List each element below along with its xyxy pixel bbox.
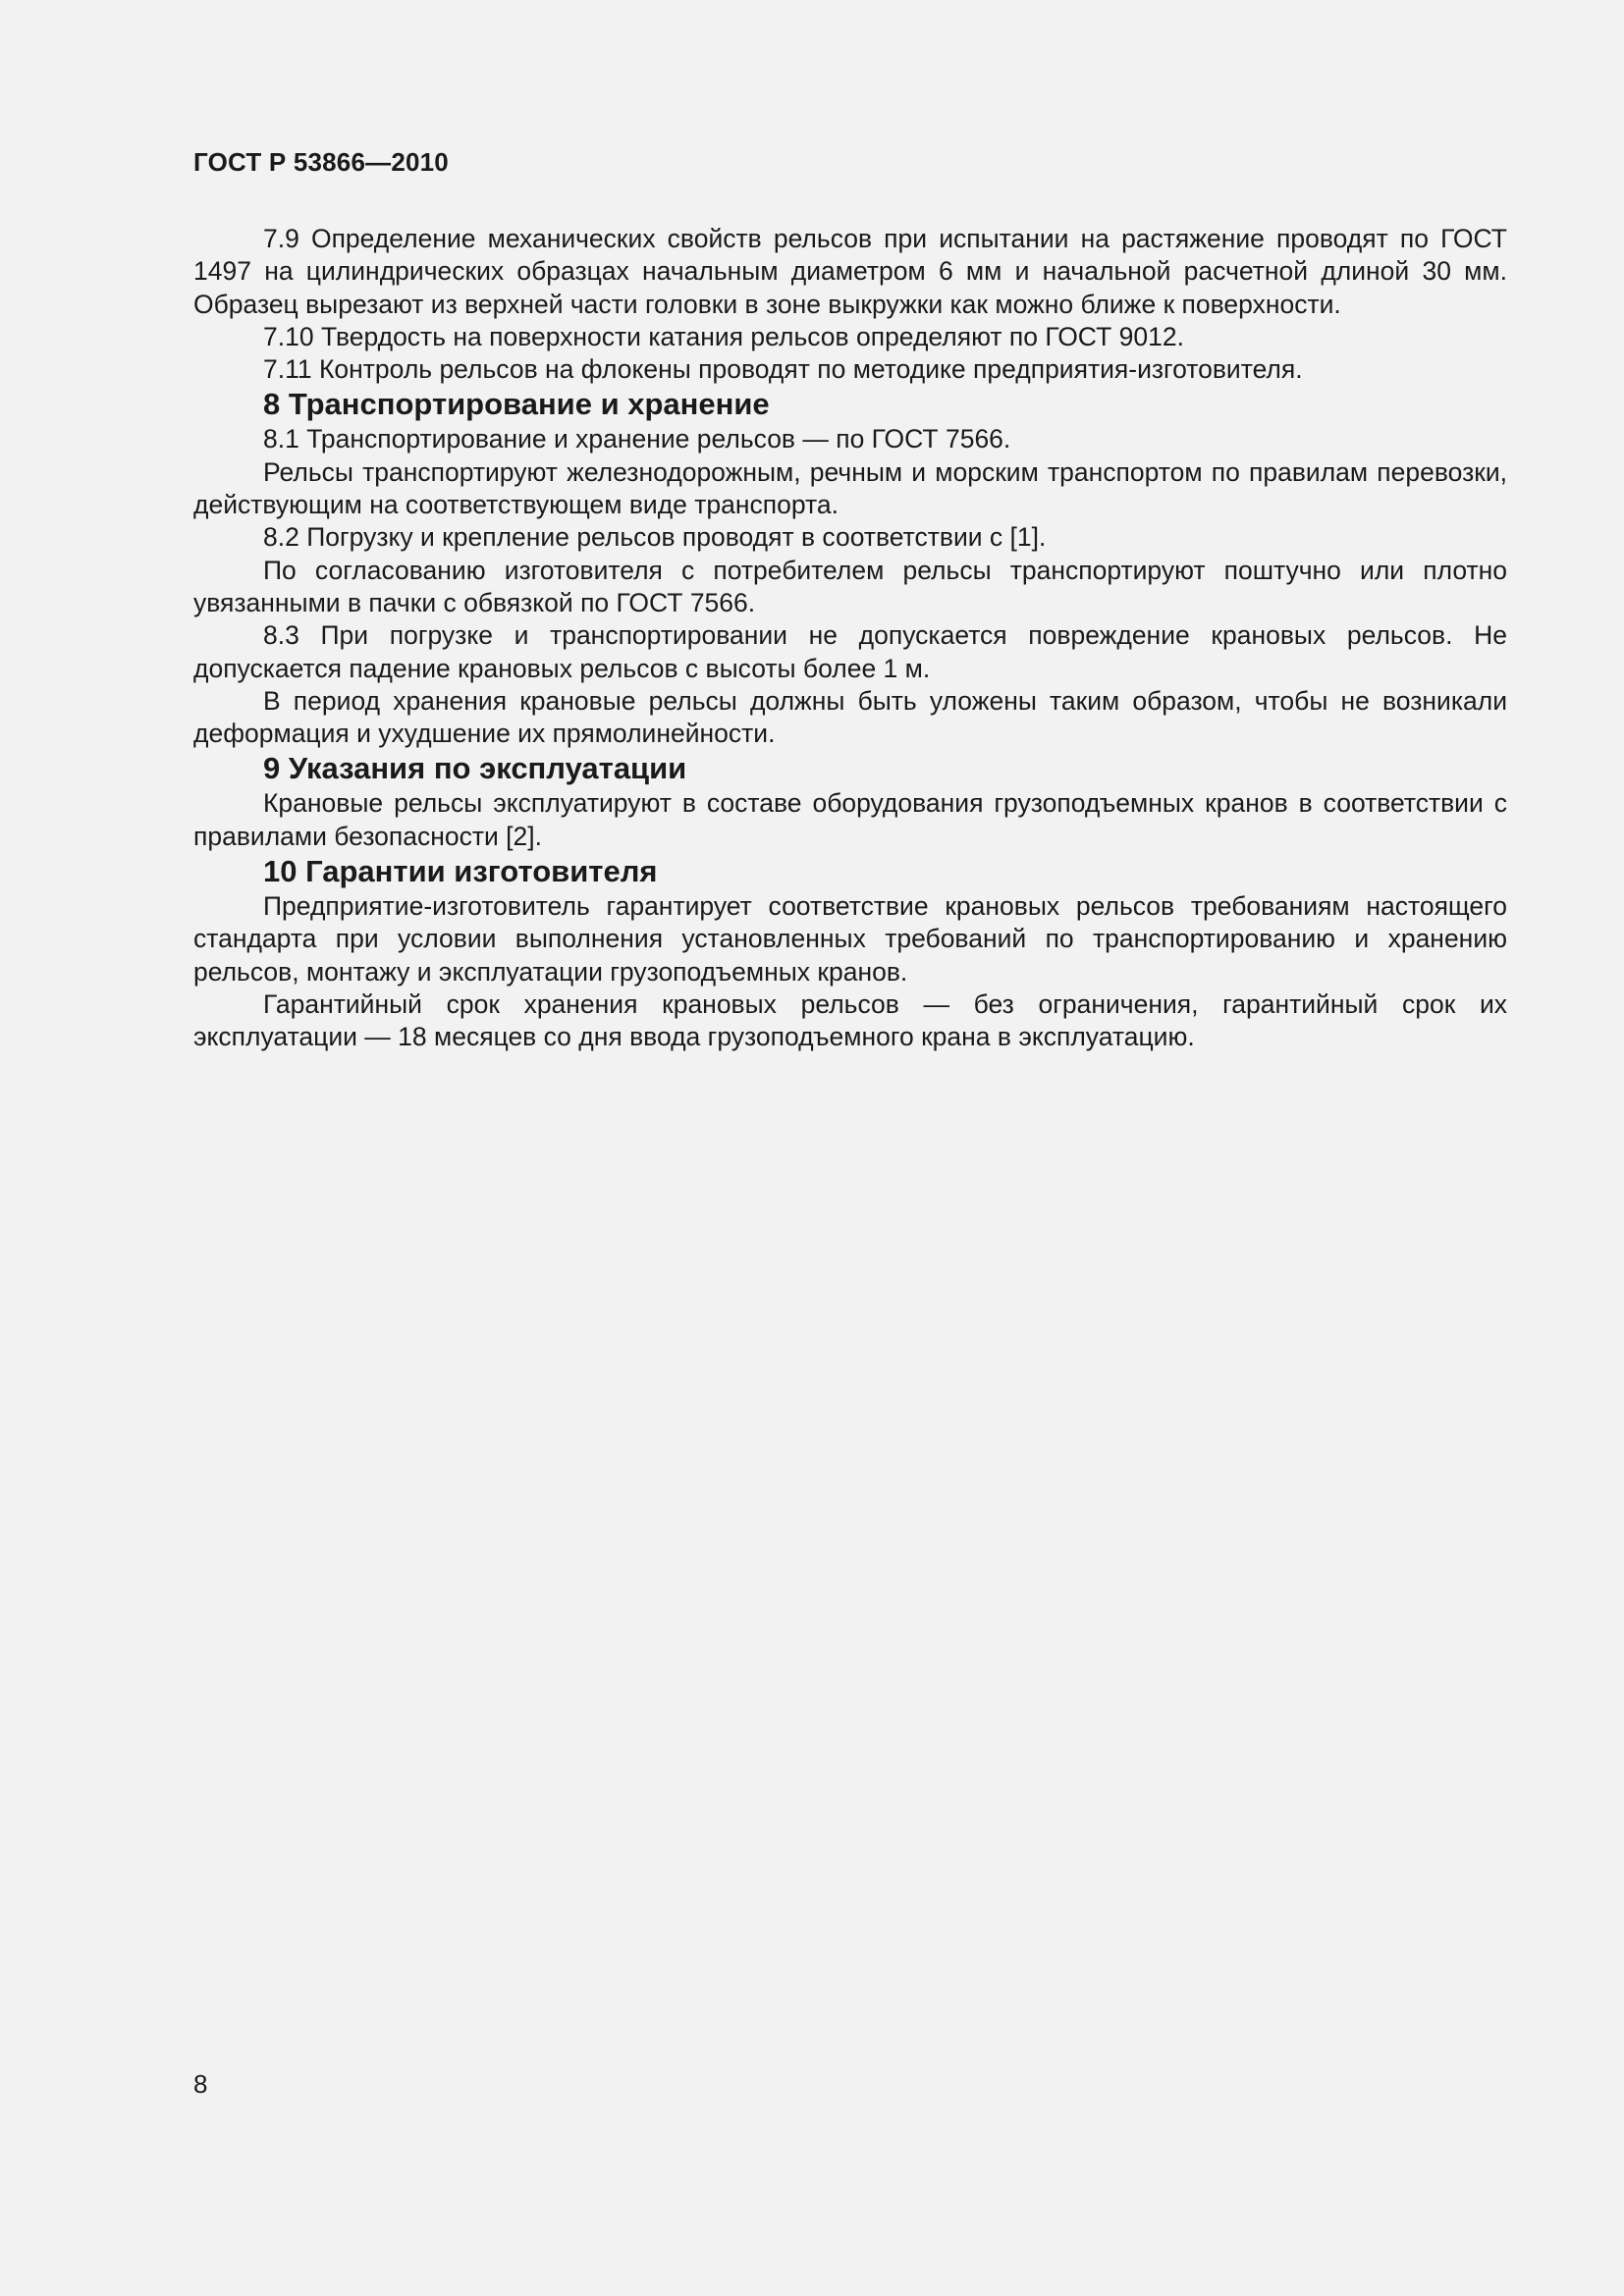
clause-8-1: 8.1 Транспортирование и хранение рельсов — по ГОСТ 7566. <box>263 424 1011 454</box>
document-body <box>193 223 1507 1054</box>
clause-8-2-text: По согласованию изготовителя с потребителем рельсы транспортируют поштучно или плотно увязанными в пачки с обвязкой по ГОСТ 7566. <box>193 555 1507 617</box>
section-10-heading: 10 Гарантии изготовителя <box>263 854 658 889</box>
clause-10-text-1: Предприятие-изготовитель гарантирует соответствие крановых рельсов требованиям настоящего стандарта при условии выполнения установленных требований по транспортированию и хранению рельсов, монтажу и эксплуатации грузоподъемных кранов. <box>193 891 1507 987</box>
clause-7-11: 7.11 Контроль рельсов на флокены проводят по методике предприятия-изготовителя. <box>263 354 1303 385</box>
clause-7-9: 7.9 Определение механических свойств рельсов при испытании на растяжение проводят по ГОСТ 1497 на цилиндрических образцах начальным диаметром 6 мм и начальной расчетной длиной 30 мм. Образец вырезают из верхней части головки в зоне выкружки как можно ближе к поверхности. <box>193 224 1507 319</box>
clause-9-text: Крановые рельсы эксплуатируют в составе оборудования грузоподъемных кранов в соответствии с правилами безопасности [2]. <box>193 788 1507 851</box>
document-header: ГОСТ Р 53866—2010 <box>193 147 449 177</box>
clause-8-3: 8.3 При погрузке и транспортировании не допускается повреждение крановых рельсов. Не допускается падение крановых рельсов с высоты более 1 м. <box>193 620 1507 683</box>
section-7-continuation <box>193 223 1507 386</box>
clause-10-text-2: Гарантийный срок хранения крановых рельсов — без ограничения, гарантийный срок их эксплуатации — 18 месяцев со дня ввода грузоподъемного крана в эксплуатацию. <box>193 988 1507 1052</box>
section-9-heading: 9 Указания по эксплуатации <box>263 751 687 786</box>
clause-8-3-text: В период хранения крановые рельсы должны быть уложены таким образом, чтобы не возникали деформация и ухудшение их прямолинейности. <box>193 685 1507 749</box>
page-number: 8 <box>193 2069 208 2099</box>
clause-8-1-text: Рельсы транспортируют железнодорожным, речным и морским транспортом по правилам перевозки, действующим на соответствующем виде транспорта. <box>193 456 1507 520</box>
section-9-body <box>193 787 1507 853</box>
section-10-body <box>193 890 1507 1053</box>
section-8-heading: 8 Транспортирование и хранение <box>263 387 770 422</box>
section-8-body <box>193 423 1507 750</box>
clause-8-2: 8.2 Погрузку и крепление рельсов проводят в соответствии с [1]. <box>263 522 1047 553</box>
clause-7-10: 7.10 Твердость на поверхности катания рельсов определяют по ГОСТ 9012. <box>263 321 1184 351</box>
